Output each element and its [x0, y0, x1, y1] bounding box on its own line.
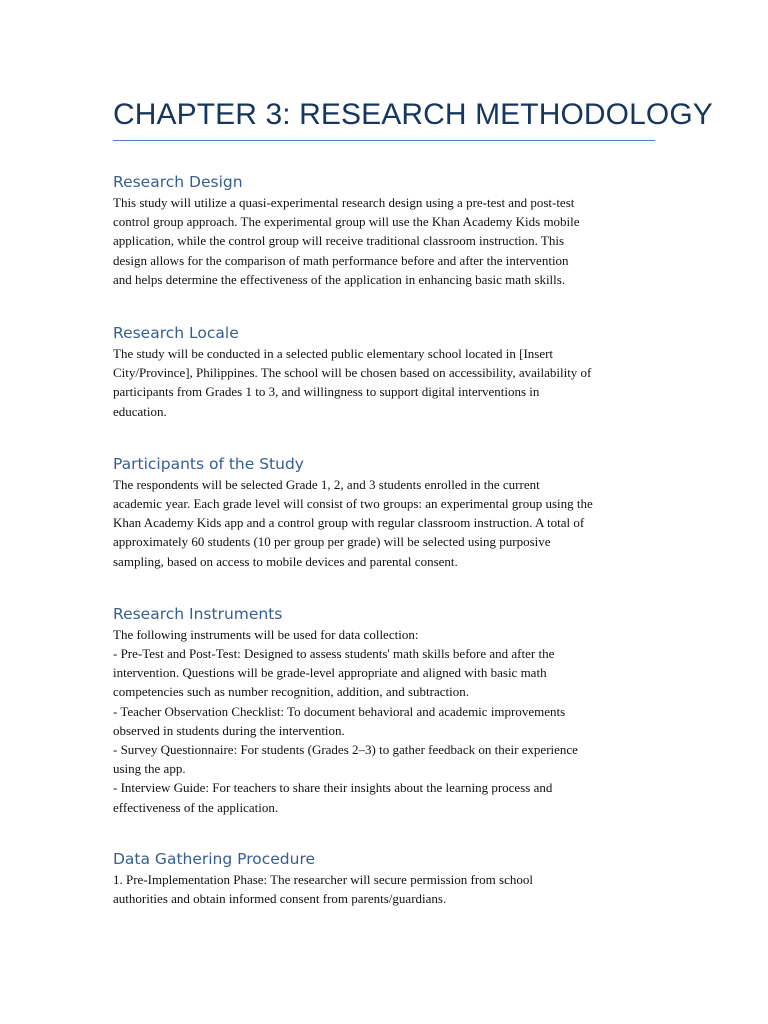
section-body [113, 344, 655, 421]
section-research-design [113, 171, 655, 289]
section-heading: Research Instruments [113, 604, 283, 623]
section-heading: Research Design [113, 173, 243, 191]
body-line: Khan Academy Kids app and a control group with regular classroom instruction. A total of [113, 515, 585, 531]
body-line: The study will be conducted in a selected public elementary school located in [Insert [113, 346, 554, 362]
body-line: 1. Pre-Implementation Phase: The researcher will secure permission from school [113, 871, 533, 887]
body-line: using the app. [113, 761, 186, 777]
section-heading: Participants of the Study [113, 454, 304, 473]
body-line: City/Province], Philippines. The school will be chosen based on accessibility, availability of [113, 365, 592, 381]
body-line: intervention. Questions will be grade-level appropriate and aligned with basic math [113, 665, 547, 681]
section-data-gathering [113, 848, 655, 908]
body-line: authorities and obtain informed consent from parents/guardians. [113, 891, 447, 907]
body-line: The respondents will be selected Grade 1, 2, and 3 students enrolled in the current [113, 476, 540, 492]
body-line: effectiveness of the application. [113, 799, 279, 815]
section-body [113, 870, 655, 908]
title-underline [113, 140, 655, 141]
body-line: and helps determine the effectiveness of the application in enhancing basic math skills. [113, 271, 566, 287]
body-line: education. [113, 403, 167, 419]
body-line: This study will utilize a quasi-experimental research design using a pre-test and post-test [113, 195, 575, 210]
body-line: control group approach. The experimental group will use the Khan Academy Kids mobile [113, 214, 580, 230]
section-research-instruments [113, 603, 655, 817]
section-heading: Research Locale [113, 324, 239, 343]
page-title: CHAPTER 3: RESEARCH METHODOLOGY [113, 98, 713, 131]
body-line: - Survey Questionnaire: For students (Grades 2–3) to gather feedback on their experience [113, 742, 578, 758]
body-line: - Teacher Observation Checklist: To document behavioral and academic improvements [113, 703, 566, 719]
section-heading: Data Gathering Procedure [113, 849, 316, 868]
section-body [113, 475, 655, 571]
body-line: design allows for the comparison of math performance before and after the intervention [113, 252, 569, 268]
body-line: - Interview Guide: For teachers to share their insights about the learning process and [113, 780, 553, 796]
section-participants [113, 453, 655, 571]
section-research-locale [113, 322, 655, 421]
body-line: approximately 60 students (10 per group per grade) will be selected using purposive [113, 534, 551, 550]
section-body [113, 193, 655, 289]
body-line: application, while the control group will receive traditional classroom instruction. This [113, 233, 565, 249]
body-line: competencies such as number recognition, addition, and subtraction. [113, 684, 469, 700]
body-line: The following instruments will be used for data collection: [113, 626, 419, 642]
body-line: sampling, based on access to mobile devices and parental consent. [113, 553, 458, 569]
body-line: - Pre-Test and Post-Test: Designed to assess students' math skills before and after the [113, 646, 555, 662]
body-line: participants from Grades 1 to 3, and willingness to support digital interventions in [113, 384, 540, 400]
section-body [113, 625, 655, 817]
body-line: observed in students during the intervention. [113, 722, 345, 738]
body-line: academic year. Each grade level will consist of two groups: an experimental group using the [113, 496, 593, 512]
